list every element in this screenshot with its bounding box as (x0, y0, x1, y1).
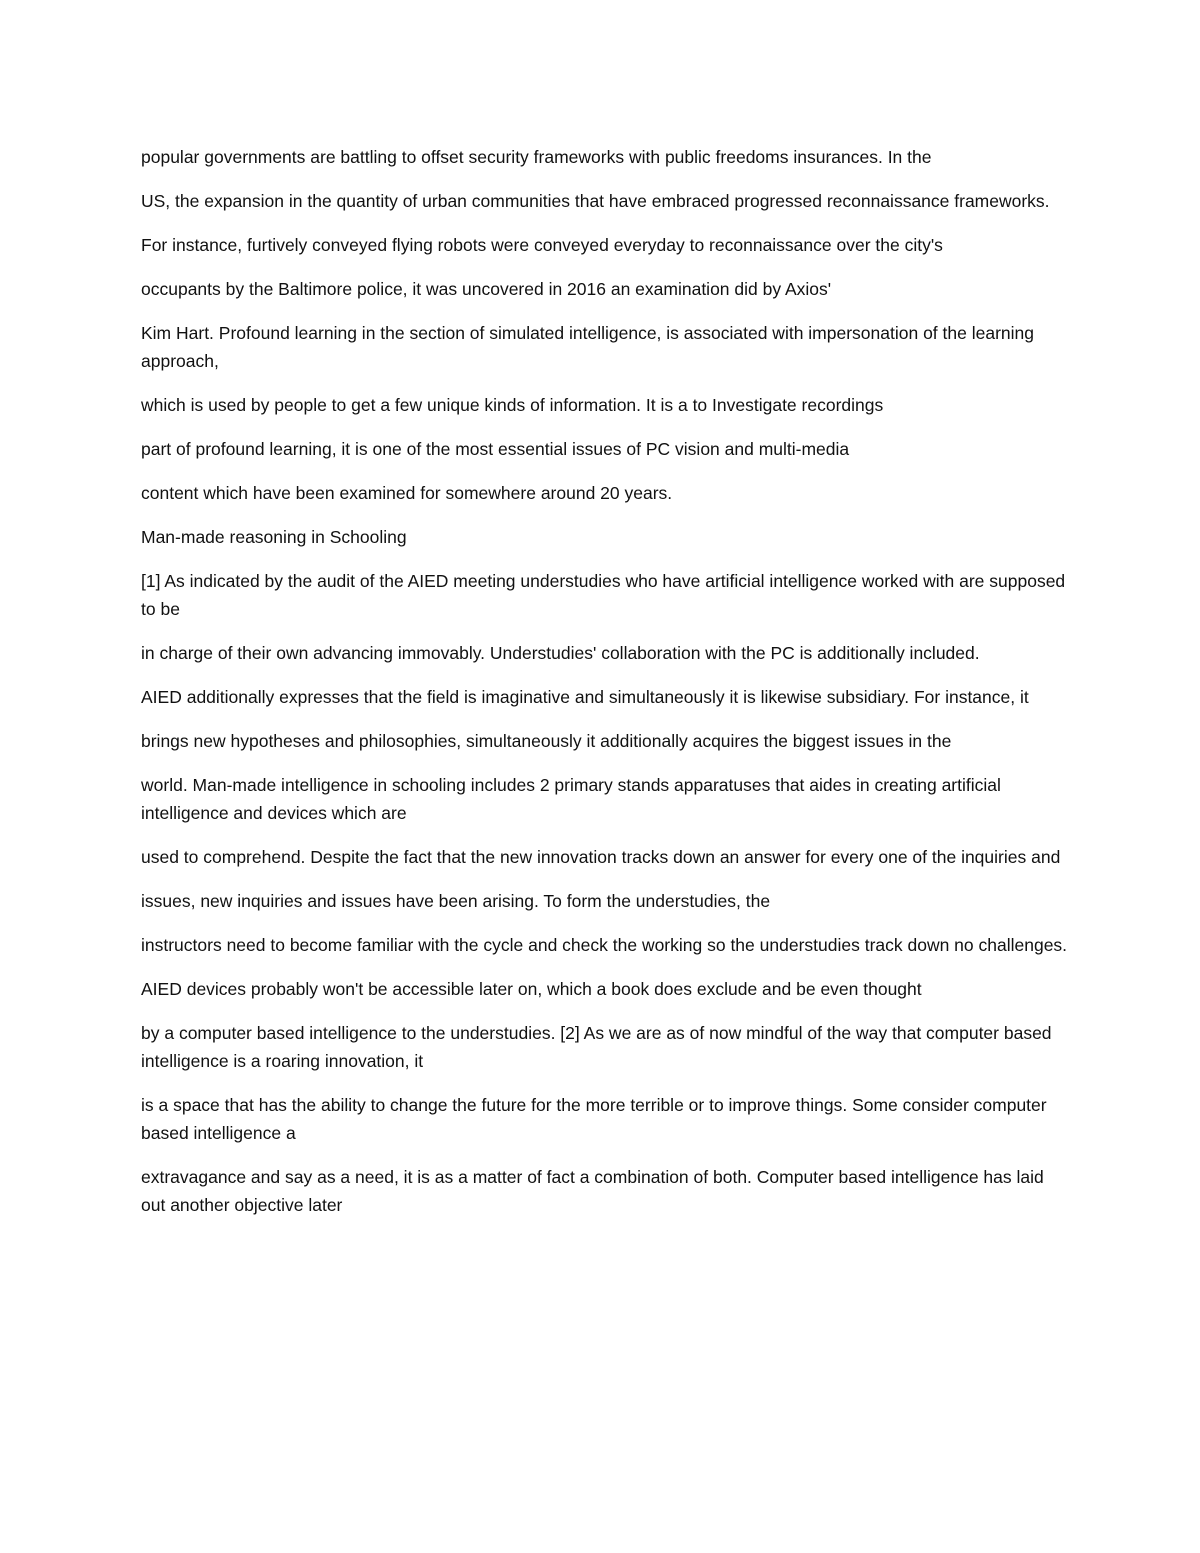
paragraph: instructors need to become familiar with the cycle and check the working so the understudies track down no challenges. (141, 935, 1068, 955)
paragraph: content which have been examined for somewhere around 20 years. (141, 483, 673, 503)
paragraph: For instance, furtively conveyed flying robots were conveyed everyday to reconnaissance over the city's (141, 235, 943, 255)
paragraph: occupants by the Baltimore police, it was uncovered in 2016 an examination did by Axios' (141, 279, 832, 299)
paragraph: US, the expansion in the quantity of urban communities that have embraced progressed reconnaissance frameworks. (141, 191, 1050, 211)
paragraph: is a space that has the ability to change the future for the more terrible or to improve things. Some consider computer based intelligence a (141, 1095, 1047, 1143)
paragraph: extravagance and say as a need, it is as a matter of fact a combination of both. Computer based intelligence has laid out another objective later (141, 1167, 1044, 1215)
paragraph: [1] As indicated by the audit of the AIED meeting understudies who have artificial intelligence worked with are supposed to be (141, 571, 1066, 619)
paragraph: popular governments are battling to offset security frameworks with public freedoms insurances. In the (141, 147, 932, 167)
paragraph: used to comprehend. Despite the fact that the new innovation tracks down an answer for every one of the inquiries and (141, 847, 1061, 867)
paragraph: Kim Hart. Profound learning in the section of simulated intelligence, is associated with impersonation of the learning approach, (141, 323, 1034, 371)
paragraph: part of profound learning, it is one of the most essential issues of PC vision and multi-media (141, 439, 850, 459)
paragraph: by a computer based intelligence to the understudies. [2] As we are as of now mindful of the way that computer based intelligence is a roaring innovation, it (141, 1023, 1052, 1071)
paragraph: in charge of their own advancing immovably. Understudies' collaboration with the PC is additionally included. (141, 643, 980, 663)
paragraph: issues, new inquiries and issues have been arising. To form the understudies, the (141, 891, 771, 911)
paragraph: brings new hypotheses and philosophies, simultaneously it additionally acquires the biggest issues in the (141, 731, 952, 751)
paragraph: AIED devices probably won't be accessible later on, which a book does exclude and be even thought (141, 979, 922, 999)
paragraph: which is used by people to get a few unique kinds of information. It is a to Investigate recordings (141, 395, 884, 415)
section-heading: Man-made reasoning in Schooling (141, 527, 407, 547)
paragraph: world. Man-made intelligence in schooling includes 2 primary stands apparatuses that aides in creating artificial intelligence and devices which are (141, 775, 1001, 823)
document-body (141, 143, 1071, 1235)
paragraph: AIED additionally expresses that the field is imaginative and simultaneously it is likewise subsidiary. For instance, it (141, 687, 1029, 707)
